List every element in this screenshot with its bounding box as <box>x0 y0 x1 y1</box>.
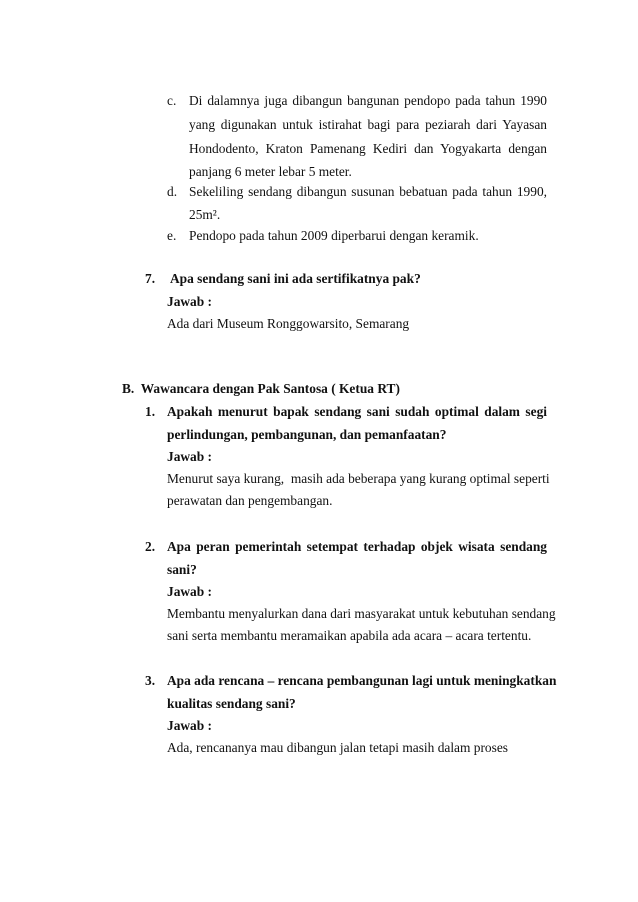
answer-text: Ada, rencananya mau dibangun jalan tetapi masih dalam proses <box>167 740 508 755</box>
list-item-line: yang digunakan untuk istirahat bagi para peziarah dari Yayasan <box>189 117 547 132</box>
answer-text: Ada dari Museum Ronggowarsito, Semarang <box>167 316 410 331</box>
answer-text: Menurut saya kurang, masih ada beberapa yang kurang optimal seperti <box>167 471 550 486</box>
question-number: 3. <box>145 673 156 688</box>
answer-label: Jawab : <box>167 449 213 464</box>
list-item-line <box>189 93 547 109</box>
section-heading: B. Wawancara dengan Pak Santosa ( Ketua RT) <box>122 381 400 396</box>
list-item-line: panjang 6 meter lebar 5 meter. <box>189 164 352 179</box>
list-item-marker: e. <box>167 228 177 243</box>
list-item-line: Sekeliling sendang dibangun susunan bebatuan pada tahun 1990, <box>189 184 547 199</box>
answer-text: perawatan dan pengembangan. <box>167 493 333 508</box>
answer-label: Jawab : <box>167 584 213 599</box>
list-item-line: Hondodento, Kraton Pamenang Kediri dan Yogyakarta dengan <box>189 141 547 156</box>
question-text: Apa sendang sani ini ada sertifikatnya pak? <box>170 271 421 286</box>
question-text: kualitas sendang sani? <box>167 696 296 711</box>
justified-text: Di dalamnya juga dibangun bangunan pendopo pada tahun 1990 <box>189 93 547 108</box>
answer-label: Jawab : <box>167 294 213 309</box>
list-item-marker: c. <box>167 93 177 108</box>
question-text: sani? <box>167 562 197 577</box>
answer-text: sani serta membantu meramaikan apabila ada acara – acara tertentu. <box>167 628 532 643</box>
list-item-line: 25m². <box>189 207 221 222</box>
question-number: 2. <box>145 539 156 554</box>
question-text: perlindungan, pembangunan, dan pemanfaatan? <box>167 427 447 442</box>
question-number: 7. <box>145 271 156 286</box>
answer-label: Jawab : <box>167 718 213 733</box>
question-text: Apa peran pemerintah setempat terhadap objek wisata sendang <box>167 539 547 554</box>
answer-text: Membantu menyalurkan dana dari masyarakat untuk kebutuhan sendang <box>167 606 556 621</box>
question-text: Apa ada rencana – rencana pembangunan lagi untuk meningkatkan <box>167 673 557 688</box>
list-item-line: Pendopo pada tahun 2009 diperbarui dengan keramik. <box>189 228 479 243</box>
question-text: Apakah menurut bapak sendang sani sudah optimal dalam segi <box>167 404 547 419</box>
question-number: 1. <box>145 404 156 419</box>
list-item-marker: d. <box>167 184 178 199</box>
